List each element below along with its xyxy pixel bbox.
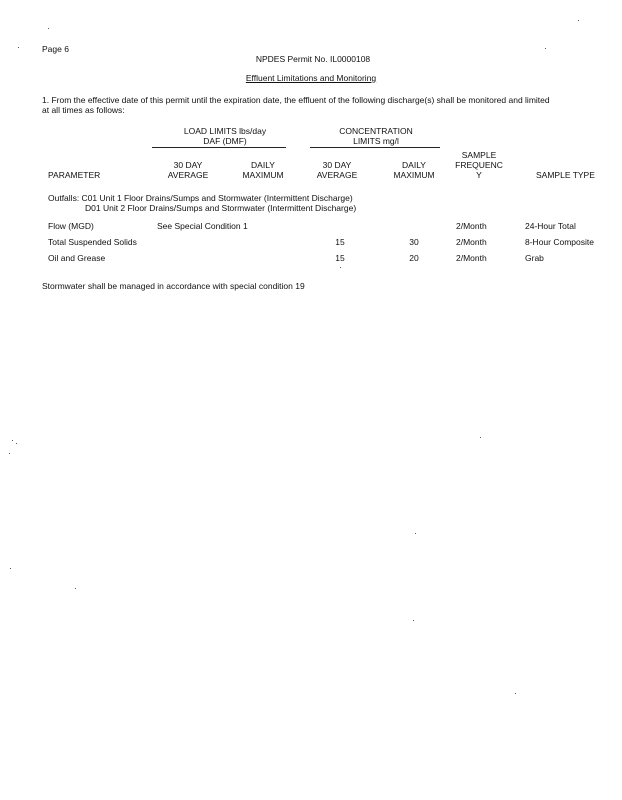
table-row-3-sample-type: Grab bbox=[525, 253, 544, 263]
scan-speck bbox=[415, 533, 416, 534]
conc-30day-average-header-line-1: 30 DAY bbox=[322, 160, 352, 170]
load-limits-rule bbox=[152, 147, 286, 148]
table-row-3-conc-maximum: 20 bbox=[409, 253, 419, 263]
table-row-3-frequency: 2/Month bbox=[456, 253, 487, 263]
scan-speck bbox=[48, 28, 49, 29]
table-row-2-parameter: Total Suspended Solids bbox=[48, 237, 137, 247]
conc-30day-average-header-line-2: AVERAGE bbox=[316, 170, 358, 180]
table-row-2-sample-type: 8-Hour Composite bbox=[525, 237, 594, 247]
conc-daily-maximum-header-line-2: MAXIMUM bbox=[393, 170, 435, 180]
load-30day-average-header-line-2: AVERAGE bbox=[167, 170, 209, 180]
scan-speck bbox=[515, 693, 516, 694]
concentration-limits-rule bbox=[310, 147, 440, 148]
scan-speck bbox=[545, 48, 546, 49]
table-row-2-conc-maximum: 30 bbox=[409, 237, 419, 247]
load-30day-average-header-line-1: 30 DAY bbox=[173, 160, 203, 170]
concentration-limits-header-line-2: LIMITS mg/l bbox=[353, 136, 399, 146]
table-row-1-frequency: 2/Month bbox=[456, 221, 487, 231]
sample-type-header: SAMPLE TYPE bbox=[536, 170, 595, 180]
sample-frequency-header-line-1: SAMPLE bbox=[461, 150, 497, 160]
section-title: Effluent Limitations and Monitoring bbox=[245, 73, 377, 83]
permit-title: NPDES Permit No. IL0000108 bbox=[255, 54, 371, 64]
scan-speck bbox=[10, 568, 11, 569]
table-row-1-load-average: See Special Condition 1 bbox=[157, 221, 248, 231]
table-row-2-frequency: 2/Month bbox=[456, 237, 487, 247]
scan-speck bbox=[75, 588, 76, 589]
scan-speck bbox=[16, 443, 17, 444]
scan-speck bbox=[9, 453, 10, 454]
scan-speck bbox=[480, 437, 481, 438]
table-row-3-conc-average: 15 bbox=[335, 253, 345, 263]
scan-speck bbox=[413, 620, 414, 621]
scan-speck bbox=[12, 440, 13, 441]
load-daily-maximum-header-line-1: DAILY bbox=[251, 160, 275, 170]
scan-speck bbox=[578, 20, 579, 21]
load-limits-header-line-2: DAF (DMF) bbox=[203, 136, 247, 146]
load-daily-maximum-header-line-2: MAXIMUM bbox=[242, 170, 284, 180]
scan-speck bbox=[340, 267, 341, 268]
table-row-2-conc-average: 15 bbox=[335, 237, 345, 247]
sample-frequency-header-line-3: Y bbox=[476, 170, 482, 180]
outfalls-line-1: Outfalls: C01 Unit 1 Floor Drains/Sumps and Stormwater (Intermittent Discharge) bbox=[48, 193, 353, 203]
intro-line-1: 1. From the effective date of this permit until the expiration date, the effluent of the following discharge(s) shall be monitored and limited bbox=[42, 95, 550, 105]
table-row-3-parameter: Oil and Grease bbox=[48, 253, 106, 263]
stormwater-note: Stormwater shall be managed in accordance with special condition 19 bbox=[42, 281, 305, 291]
load-limits-header-line-1: LOAD LIMITS lbs/day bbox=[183, 126, 267, 136]
page-number: Page 6 bbox=[42, 44, 69, 54]
table-row-1-sample-type: 24-Hour Total bbox=[525, 221, 576, 231]
concentration-limits-header-line-1: CONCENTRATION bbox=[339, 126, 413, 136]
scan-speck bbox=[18, 47, 19, 48]
conc-daily-maximum-header-line-1: DAILY bbox=[402, 160, 426, 170]
outfalls-line-2: D01 Unit 2 Floor Drains/Sumps and Stormwater (Intermittent Discharge) bbox=[85, 203, 357, 213]
parameter-column-header: PARAMETER bbox=[48, 170, 101, 180]
intro-line-2: at all times as follows: bbox=[42, 105, 125, 115]
sample-frequency-header-line-2: FREQUENC bbox=[455, 160, 503, 170]
table-row-1-parameter: Flow (MGD) bbox=[48, 221, 94, 231]
